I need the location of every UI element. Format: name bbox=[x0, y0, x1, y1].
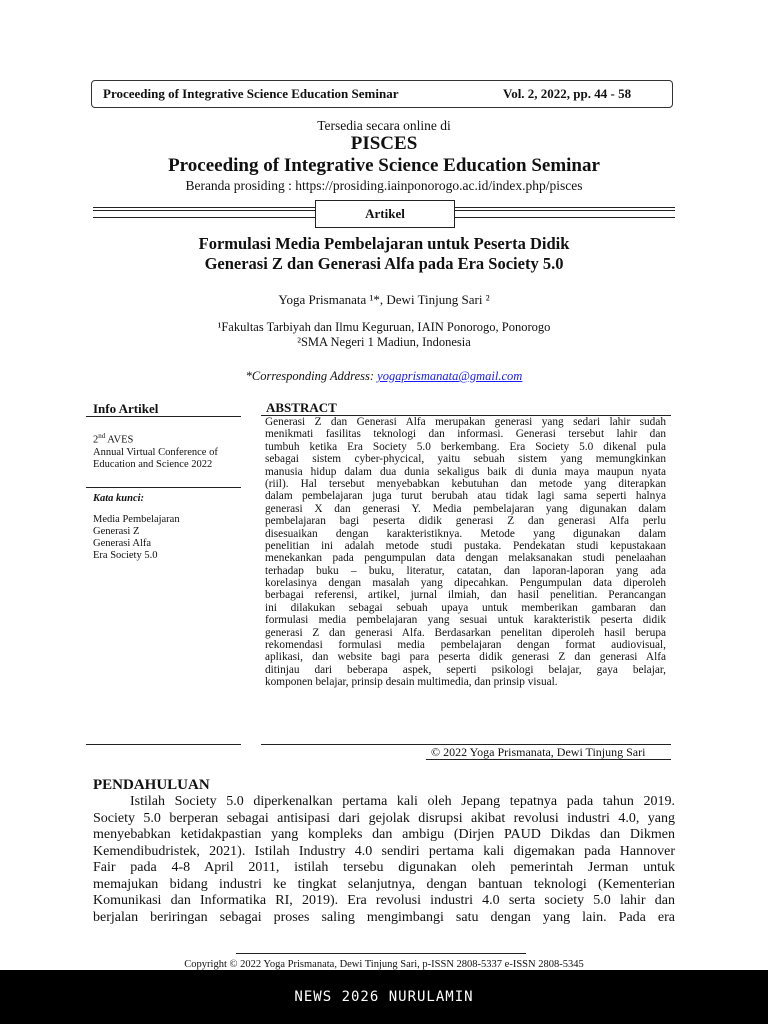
intro-line: Komunikasi dan Informatika RI, 2019). Era revolusi industri 4.0 serta society 5.0 lahir dan bbox=[93, 893, 675, 908]
intro-line: menyebabkan ketidakpastian yang kompleks dan ambigu (Dirjen PAUD Dikdas dan Dikmen bbox=[93, 827, 675, 842]
conference-info bbox=[93, 430, 218, 471]
abstract-line: pembelajaran bagi peserta didik generasi Z dan generasi Alfa perlu bbox=[265, 515, 666, 528]
article-type-badge: Artikel bbox=[315, 200, 455, 228]
intro-line: Fair pada 4-8 April 2011, istilah tersebu digunakan oleh pemerintah Jerman untuk bbox=[93, 860, 675, 875]
intro-body bbox=[93, 794, 675, 926]
intro-line: Kemendibudristek, 2021). Istilah Industry 4.0 sendiri pertama kali digemakan pada Hannover bbox=[93, 843, 675, 859]
abstract-line: ini dilakukan sebagai sebuah upaya untuk memberikan gambaran dan bbox=[265, 601, 666, 614]
abstract-body bbox=[265, 416, 666, 689]
abstract-line: tumbuh ketika Era Society 5.0 berkembang. Era Society 5.0 dikenal pula bbox=[265, 440, 666, 453]
watermark-banner: NEWS 2026 NURULAMIN bbox=[0, 970, 768, 1024]
keywords-list bbox=[93, 514, 180, 562]
corresponding-address bbox=[0, 369, 768, 384]
article-title-line2: Generasi Z dan Generasi Alfa pada Era Society 5.0 bbox=[204, 254, 564, 273]
abstract-heading: ABSTRACT bbox=[266, 400, 337, 415]
abstract-line: disesuaikan dengan karakteristiknya. Metode yang digunakan dalam bbox=[265, 527, 666, 540]
intro-heading: PENDAHULUAN bbox=[93, 777, 210, 793]
volume-info: Vol. 2, 2022, pp. 44 - 58 bbox=[503, 86, 632, 101]
keywords-label: Kata kunci: bbox=[93, 493, 145, 504]
corresponding-email-link[interactable]: yogaprismanata@gmail.com bbox=[377, 369, 523, 383]
footer-rule bbox=[236, 953, 526, 954]
intro-line: Society 5.0 berperan sebagai antisipasi dari gejolak disrupsi akibat revolusi industri 4.0, yang bbox=[93, 810, 675, 826]
conf-superscript: nd bbox=[98, 432, 106, 440]
abstract-line: rekomendasi formulasi media pembelajaran dengan format audiovisual, bbox=[265, 639, 666, 652]
affiliation-1: ¹Fakultas Tarbiyah dan Ilmu Keguruan, IAIN Ponorogo, Ponorogo bbox=[217, 320, 551, 334]
abstract-line: manusia hidup dalam dua dunia sekaligus baik di dunia maya maupun nyata bbox=[265, 465, 666, 478]
abstract-line: menikmati fasilitas teknologi dan informasi. Generasi tersebut lahir dan bbox=[265, 428, 666, 441]
journal-name: Proceeding of Integrative Science Education Seminar bbox=[103, 86, 399, 101]
abstract-line: aplikasi, dan website bagi para peserta didik generasi Z dan generasi Alfa bbox=[265, 651, 666, 664]
keyword: Era Society 5.0 bbox=[93, 550, 158, 561]
intro-line: berjalan beriringan sebagai proses saling mengimbangi satu dengan yang lain. Pada era bbox=[93, 909, 675, 925]
corresponding-label: *Corresponding Address: bbox=[245, 369, 378, 383]
abstract-line: menekankan pada pengumpulan data dengan melaksanakan studi penelaahan bbox=[265, 552, 666, 565]
abstract-line: Generasi Z dan Generasi Alfa merupakan generasi yang sedari lahir sudah bbox=[265, 416, 666, 428]
authors: Yoga Prismanata ¹*, Dewi Tinjung Sari ² bbox=[278, 292, 490, 307]
abstract-line: (riil). Hal tersebut menyebabkan kebutuhan dan metode yang diterapkan bbox=[265, 477, 666, 490]
info-rule-mid bbox=[86, 487, 241, 488]
available-online: Tersedia secara online di bbox=[317, 118, 451, 133]
journal-full-name: Proceeding of Integrative Science Education Seminar bbox=[168, 155, 600, 176]
abstract-line: komponen belajar, prinsip desain multimedia, dan prinsip visual. bbox=[265, 676, 558, 689]
info-artikel-heading: Info Artikel bbox=[93, 401, 159, 416]
keyword: Media Pembelajaran bbox=[93, 514, 180, 525]
conf-line3: Education and Science 2022 bbox=[93, 458, 213, 470]
intro-line: Istilah Society 5.0 diperkenalkan pertama kali oleh Jepang tepatnya pada tahun 2019. bbox=[130, 794, 675, 809]
abstract-line: generasi X dan generasi Y. Media pembelajaran yang digunakan dalam bbox=[265, 502, 666, 515]
abstract-line: ditinjau dari beberapa aspek, seperti psikologi belajar, gaya belajar, bbox=[265, 663, 666, 676]
page-footer-copyright: Copyright © 2022 Yoga Prismanata, Dewi Tinjung Sari, p-ISSN 2808-5337 e-ISSN 2808-5345 bbox=[184, 959, 584, 970]
conf-number: 2 bbox=[93, 434, 99, 446]
info-rule-bottom bbox=[86, 744, 241, 745]
abstract-line: dalam pembelajaran juga turut berubah atau tidak lagi sama seperti halnya bbox=[265, 490, 666, 503]
abstract-line: sebagai sistem cyber-phycical, yaitu sebuah sistem yang memungkinkan bbox=[265, 453, 666, 466]
abstract-copyright: © 2022 Yoga Prismanata, Dewi Tinjung Sari bbox=[431, 745, 646, 759]
article-title-line1: Formulasi Media Pembelajaran untuk Peserta Didik bbox=[198, 234, 570, 253]
keyword: Generasi Alfa bbox=[93, 538, 152, 549]
intro-line: memajukan bidang industri ke tingkat selanjutnya, dengan bantuan teknologi (Kementerian bbox=[93, 876, 675, 892]
keyword: Generasi Z bbox=[93, 526, 140, 537]
copyright-rule bbox=[426, 759, 671, 760]
homepage-url[interactable]: Beranda prosiding : https://prosiding.iainponorogo.ac.id/index.php/pisces bbox=[185, 178, 583, 193]
abstract-line: generasi Z dan generasi Alfa. Berdasarkan penelitan diperoleh hasil berupa bbox=[265, 626, 666, 639]
abstract-line: terhadap buku – buku, literatur, catatan, dan laporan-laporan yang ada bbox=[265, 564, 666, 577]
abstract-line: berbagai referensi, artikel, jurnal ilmiah, dan hasil penelitian. Perancangan bbox=[265, 589, 666, 602]
conf-line2: Annual Virtual Conference of bbox=[93, 446, 218, 458]
info-rule-top bbox=[86, 416, 241, 417]
affiliation-2: ²SMA Negeri 1 Madiun, Indonesia bbox=[297, 335, 471, 349]
abstract-line: penelitian ini adalah metode studi pustaka. Pendekatan studi kepustakaan bbox=[265, 539, 666, 552]
abstract-line: formulasi media pembelajaran yang sesuai untuk karakteristik peserta didik bbox=[265, 614, 666, 627]
conf-acronym: AVES bbox=[105, 434, 134, 446]
journal-acronym: PISCES bbox=[350, 133, 418, 154]
abstract-line: korelasinya dengan masalah yang dipecahkan. Pengumpulan data diperoleh bbox=[265, 577, 666, 590]
